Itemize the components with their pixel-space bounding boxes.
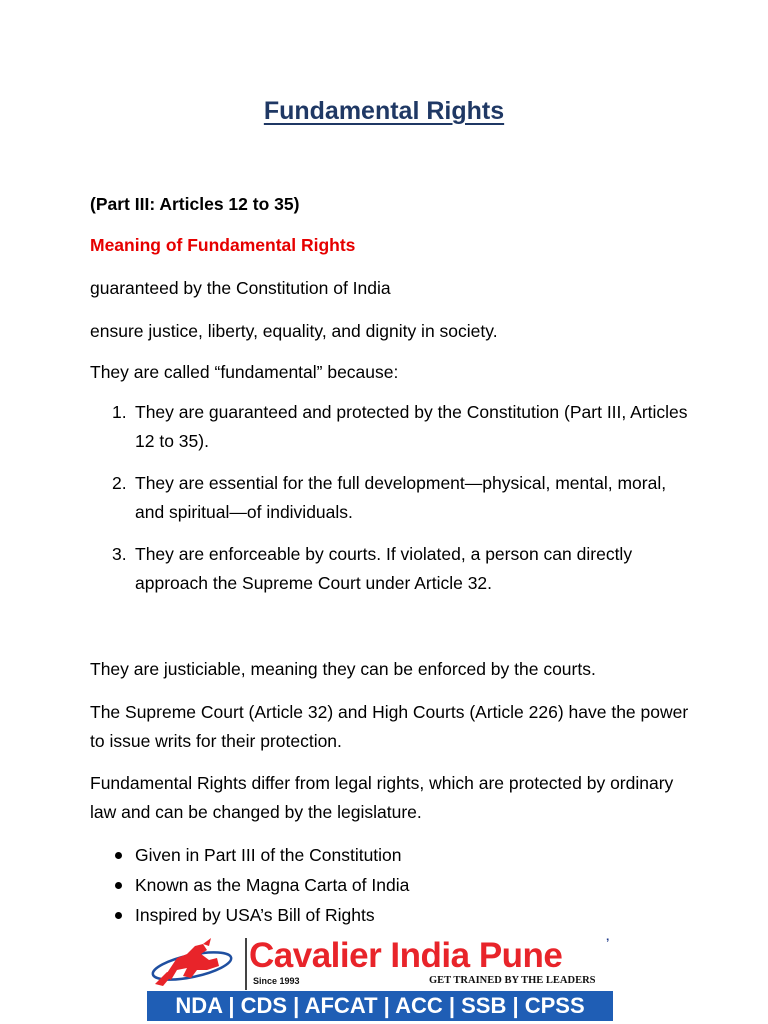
item-number: 3. <box>112 544 127 564</box>
page-title: Fundamental Rights <box>263 97 505 125</box>
section-heading: Meaning of Fundamental Rights <box>90 235 356 255</box>
horse-logo-icon <box>147 936 237 992</box>
bullet-icon <box>115 852 122 859</box>
item-text: They are guaranteed and protected by the Constitution (Part III, Articles 12 to 35). <box>135 402 688 451</box>
bullet-icon <box>115 912 122 919</box>
since-text: Since 1993 <box>253 976 300 986</box>
paragraph: Fundamental Rights differ from legal rights, which are protected by ordinary law and can be changed by the legislature. <box>90 773 674 822</box>
item-text: They are essential for the full development—physical, mental, moral, and spiritual—of individuals. <box>135 473 667 522</box>
bullet-item <box>90 870 409 900</box>
text-line: guaranteed by the Constitution of India <box>90 278 391 298</box>
mark-icon: ʼ <box>606 936 610 950</box>
item-number: 1. <box>112 402 127 422</box>
bullet-icon <box>115 882 122 889</box>
text-line: ensure justice, liberty, equality, and dignity in society. <box>90 321 498 341</box>
bullet-item <box>90 900 409 930</box>
item-number: 2. <box>112 473 127 493</box>
bullet-text: Given in Part III of the Constitution <box>135 845 402 865</box>
footer-banner <box>147 936 613 1021</box>
numbered-item <box>90 398 690 456</box>
bullet-list <box>90 840 409 930</box>
paragraph: The Supreme Court (Article 32) and High Courts (Article 226) have the power to issue writs for their protection. <box>90 702 689 751</box>
text-line: They are called “fundamental” because: <box>90 362 399 382</box>
brand-name: Cavalier India Pune <box>249 936 563 975</box>
item-text: They are enforceable by courts. If violated, a person can directly approach the Supreme Court under Article 32. <box>135 544 633 593</box>
divider <box>245 938 247 990</box>
bullet-item <box>90 840 409 870</box>
part-subtitle: (Part III: Articles 12 to 35) <box>90 194 300 214</box>
numbered-list <box>90 398 690 611</box>
tagline: GET TRAINED BY THE LEADERS <box>429 975 596 986</box>
numbered-item <box>90 540 690 598</box>
bullet-text: Inspired by USA’s Bill of Rights <box>135 905 375 925</box>
numbered-item <box>90 469 690 527</box>
courses-bar: NDA | CDS | AFCAT | ACC | SSB | CPSS <box>147 991 613 1021</box>
bullet-text: Known as the Magna Carta of India <box>135 875 410 895</box>
paragraph: They are justiciable, meaning they can be enforced by the courts. <box>90 659 596 679</box>
